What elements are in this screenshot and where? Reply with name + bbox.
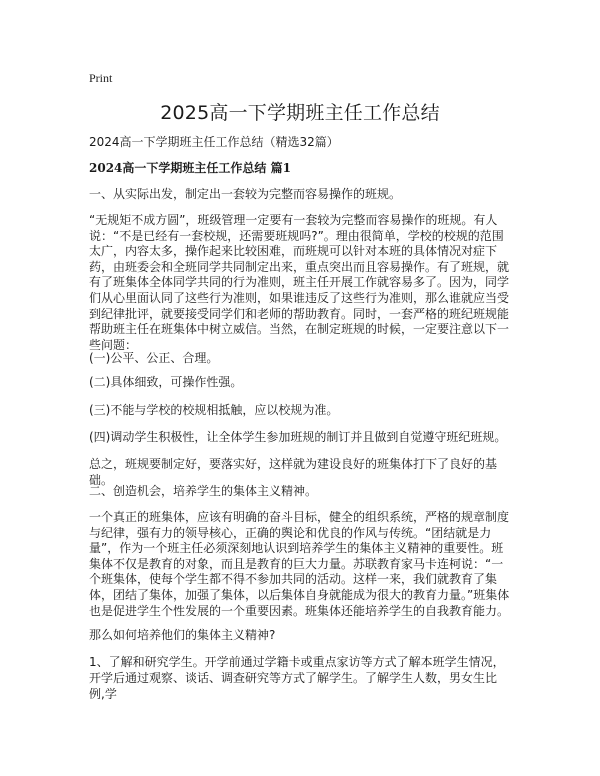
paragraph: 一、从实际出发，制定出一套较为完整而容易操作的班规。 <box>89 187 402 201</box>
document-subtitle: 2024高一下学期班主任工作总结（精选32篇） <box>89 135 339 149</box>
paragraph: “无规矩不成方圆”，班级管理一定要有一套较为完整而容易操作的班规。有人说：“不是已经有一套校规，还需要班规吗?”。理由很简单，学校的校规的范围太广，内容太多，操作起来比较困难，而班规可以针对本班的具体情况对症下药，由班委会和全班同学共同制定出来，重点突出而且容易操作。有了班规，就有了班集体全体同学共同的行为准则，班主任开展工作就容易多了。因为，同学们从心里面认同了这些行为准则，如果谁违反了这些行为准则，那么谁就应当受到纪律批评，就要接受同学们和老师的帮助教育。同时，一套严格的班纪班规能帮助班主任在班集体中树立威信。当然，在制定班规的时候，一定要注意以下一些问题： <box>89 213 510 352</box>
document-page <box>89 0 511 776</box>
paragraph: 那么如何培养他们的集体主义精神? <box>89 628 276 642</box>
paragraph: 总之，班规要制定好，要落实好，这样就为建设良好的班集体打下了良好的基础。 <box>89 457 498 487</box>
paragraph: (四)调动学生积极性，让全体学生参加班规的制订并且做到自觉遵守班纪班规。 <box>89 430 507 444</box>
paragraph: (一)公平、公正、合理。 <box>89 351 219 365</box>
paragraph: (三)不能与学校的校规相抵触，应以校规为准。 <box>89 403 339 417</box>
paragraph: (二)具体细致，可操作性强。 <box>89 375 243 389</box>
section-heading: 2024高一下学期班主任工作总结 篇1 <box>89 161 291 175</box>
paragraph: 二、创造机会，培养学生的集体主义精神。 <box>89 484 318 498</box>
paragraph: 1、了解和研究学生。开学前通过学籍卡或重点家访等方式了解本班学生情况，开学后通过观察、谈话、调查研究等方式了解学生。了解学生人数，男女生比例,学 <box>89 655 505 701</box>
print-link[interactable]: Print <box>89 71 113 85</box>
document-title: 2025高一下学期班主任工作总结 <box>160 102 440 124</box>
paragraph: 一个真正的班集体，应该有明确的奋斗目标，健全的组织系统，严格的规章制度与纪律，强有力的领导核心，正确的舆论和优良的作风与传统。“团结就是力量”，作为一个班主任必须深刻地认识到培养学生的集体主义精神的重要性。班集体不仅是教育的对象，而且是教育的巨大力量。苏联教育家马卡连柯说：“一个班集体，使每个学生都不得不参加共同的活动。这样一来，我们就教育了集体，团结了集体，加强了集体，以后集体自身就能成为很大的教育力量。”班集体也是促进学生个性发展的一个重要因素。班集体还能培养学生的自我教育能力。 <box>89 510 510 618</box>
